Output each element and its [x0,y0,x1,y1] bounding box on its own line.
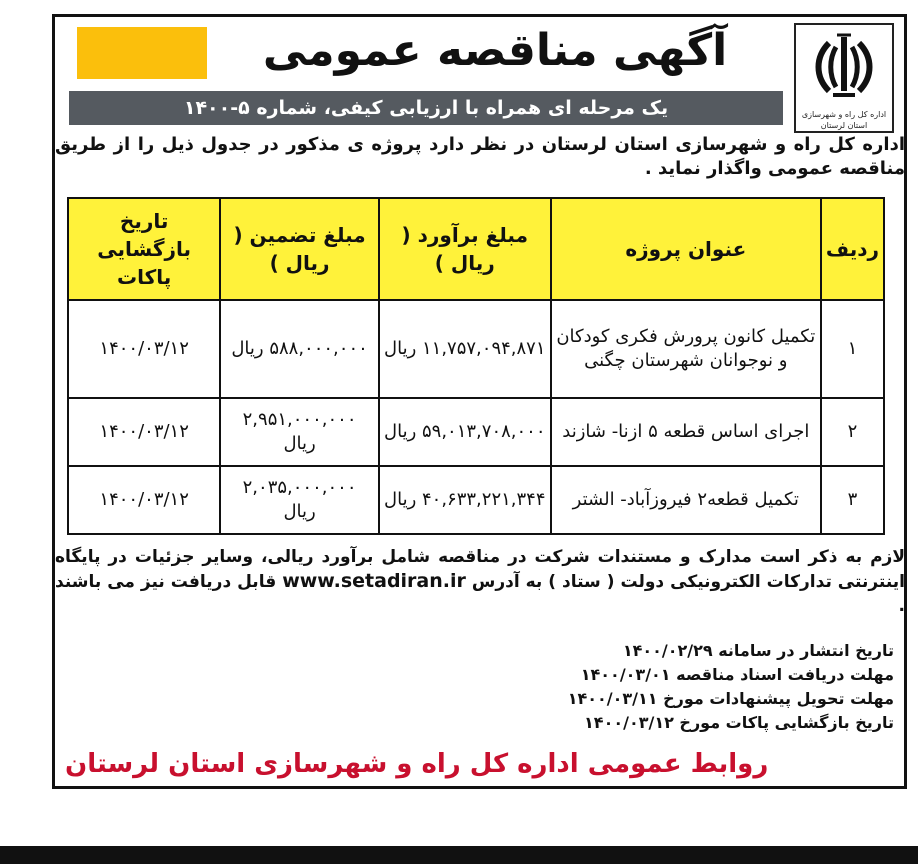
note-part2: قابل دریافت نیز می باشند . [55,572,905,616]
yellow-block [77,27,207,79]
logo [794,23,894,133]
table-row [68,300,884,398]
note-part1: لازم به ذکر است مدارک و مستندات شرکت در مناقصه شامل برآورد ریالی، وسایر جزئیات در پایگاه اینترنتی تدارکات الکترونیکی دولت ( ستاد ) به آدرس [55,547,905,592]
row-opening: ۱۴۰۰/۰۳/۱۲ [68,398,220,466]
bottom-bar [0,846,918,864]
footer-signature: روابط عمومی اداره کل راه و شهرسازی استان لرستان [65,749,769,779]
setadiran-link[interactable]: www.setadiran.ir [282,570,466,592]
header-title: عنوان پروژه [551,198,821,300]
date-submission-deadline: مهلت تحویل پیشنهادات مورخ ۱۴۰۰/۰۳/۱۱ [567,689,894,708]
row-opening: ۱۴۰۰/۰۳/۱۲ [68,466,220,534]
row-num: ۳ [821,466,884,534]
subtitle-bar: یک مرحله ای همراه با ارزیابی کیفی، شماره ۵-۱۴۰۰ [69,91,783,125]
note-text [55,545,905,618]
header-estimate: مبلغ برآورد ( ریال ) [379,198,551,300]
table-row [68,466,884,534]
row-opening: ۱۴۰۰/۰۳/۱۲ [68,300,220,398]
table-header-row [68,198,884,300]
dates-list [568,639,894,735]
row-title: تکمیل قطعه۲ فیروزآباد- الشتر [551,466,821,534]
tender-table [67,197,885,535]
iran-emblem-icon [809,33,879,103]
row-num: ۲ [821,398,884,466]
header-num: ردیف [821,198,884,300]
row-num: ۱ [821,300,884,398]
header-opening: تاریخ بازگشایی پاکات [68,198,220,300]
logo-caption: اداره کل راه و شهرسازی استان لرستان [801,110,887,130]
row-estimate: ۵۹,۰۱۳,۷۰۸,۰۰۰ ریال [379,398,551,466]
page-title: آگهی مناقصه عمومی [262,25,728,76]
row-title: تکمیل کانون پرورش فکری کودکان و نوجوانان شهرستان چگنی [551,300,821,398]
row-estimate: ۱۱,۷۵۷,۰۹۴,۸۷۱ ریال [379,300,551,398]
header-guarantee: مبلغ تضمین ( ریال ) [220,198,378,300]
row-guarantee: ۵۸۸,۰۰۰,۰۰۰ ریال [220,300,378,398]
row-guarantee: ۲,۰۳۵,۰۰۰,۰۰۰ ریال [220,466,378,534]
notice-frame [52,14,907,789]
intro-text: اداره کل راه و شهرسازی استان لرستان در نظر دارد پروژه ی مذکور در جدول ذیل را از طریق مناقصه عمومی واگذار نماید . [55,134,905,179]
row-guarantee: ۲,۹۵۱,۰۰۰,۰۰۰ ریال [220,398,378,466]
row-title: اجرای اساس قطعه ۵ ازنا- شازند [551,398,821,466]
date-documents-deadline: مهلت دریافت اسناد مناقصه ۱۴۰۰/۰۳/۰۱ [580,665,894,684]
table-row [68,398,884,466]
row-estimate: ۴۰,۶۳۳,۲۲۱,۳۴۴ ریال [379,466,551,534]
date-opening: تاریخ بازگشایی پاکات مورخ ۱۴۰۰/۰۳/۱۲ [584,713,894,732]
date-published: تاریخ انتشار در سامانه ۱۴۰۰/۰۲/۲۹ [622,641,894,660]
